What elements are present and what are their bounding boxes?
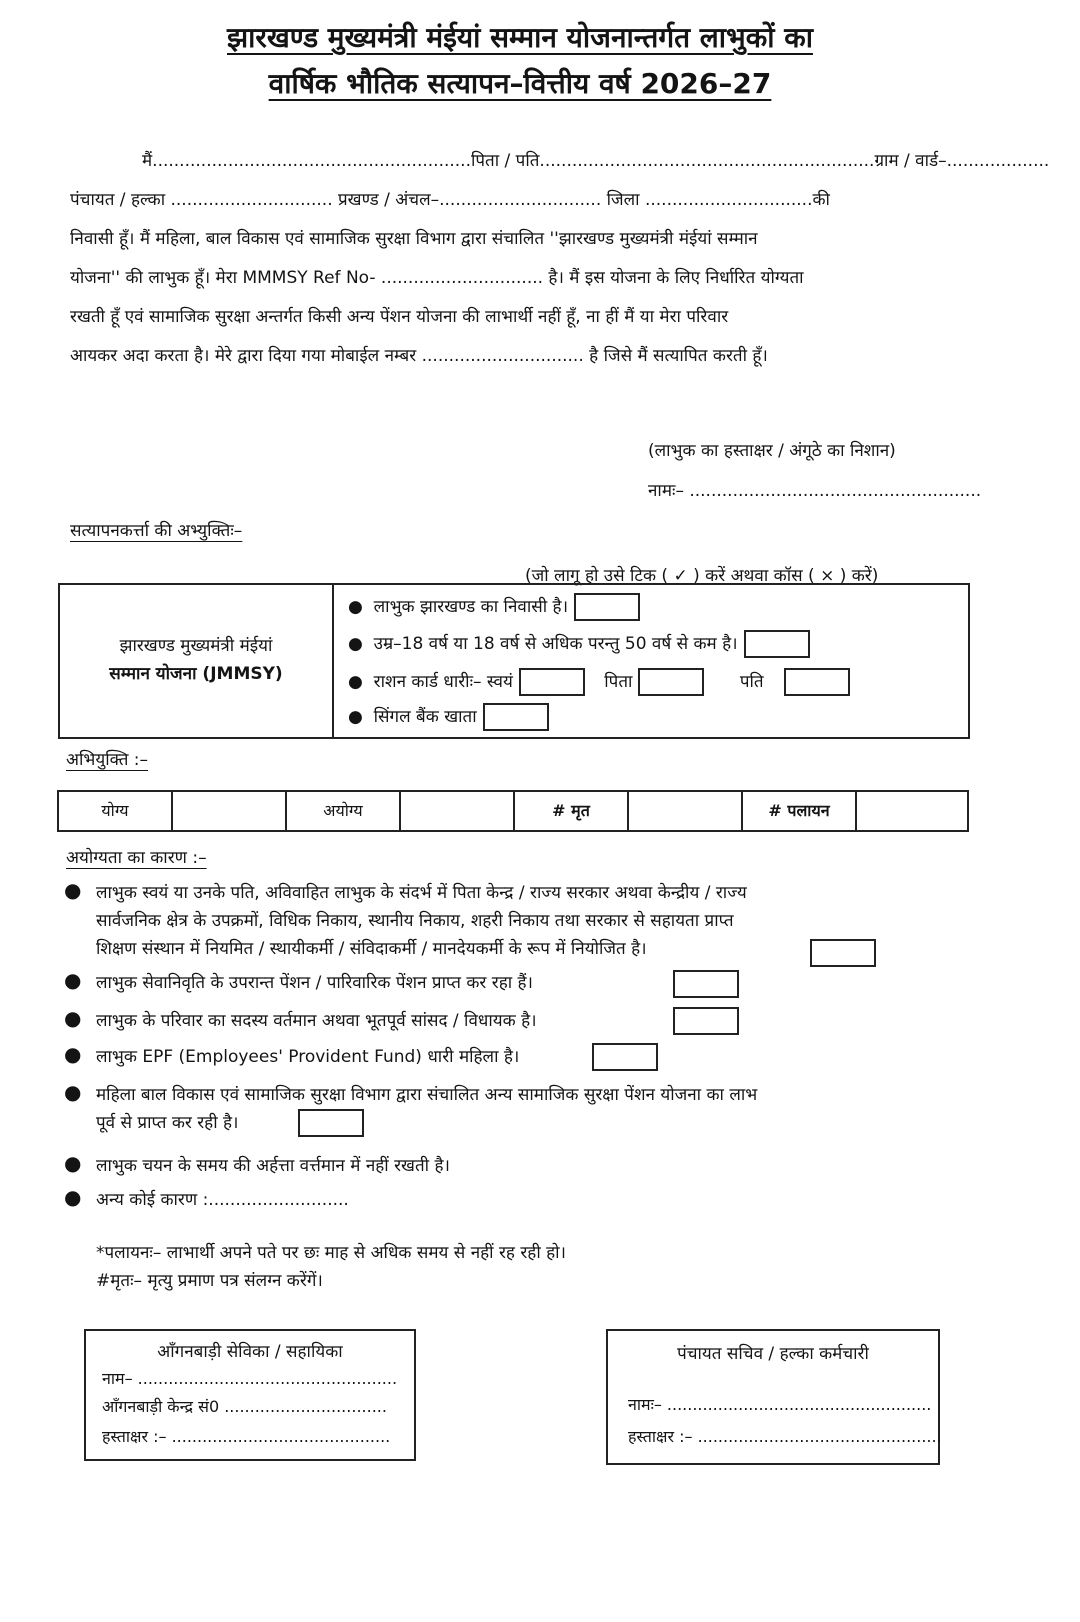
criteria-ration-label: राशन कार्ड धारीः– स्वयं [373,672,513,692]
checkbox-resident[interactable] [574,593,640,621]
tick-instruction: (जो लागू हो उसे टिक ( ✓ ) करें अथवा कॉस ( × ) करें) [525,566,879,586]
scheme-criteria-table [58,583,970,739]
bullet-icon: ● [348,634,374,654]
criteria-age [348,630,810,658]
scheme-name-line1: झारखण्ड मुख्यमंत्री मंईयां [119,636,273,656]
reason-1-line2: सार्वजनिक क्षेत्र के उपक्रमों, विधिक निकाय, स्थानीय निकाय, शहरी निकाय तथा सरकार से सहायता प्राप्त [96,911,734,931]
beneficiary-signature-label: (लाभुक का हस्ताक्षर / अंगूठे का निशान) [648,441,896,461]
panchayat-signature-field[interactable]: हस्ताक्षर :– ................................................ [628,1427,942,1446]
bullet-icon: ● [64,1006,82,1030]
bullet-icon: ● [348,597,374,617]
criteria-resident-label: लाभुक झारखण्ड का निवासी है। [373,597,569,617]
reason-4: लाभुक EPF (Employees' Provident Fund) धारी महिला है। [96,1047,520,1067]
checkbox-reason-1[interactable] [810,939,876,967]
criteria-age-label: उम्र–18 वर्ष या 18 वर्ष से अधिक परन्तु 50 वर्ष से कम है। [373,634,738,654]
form-title-line2: वार्षिक भौतिक सत्यापन–वित्तीय वर्ष 2026–27 [268,67,772,100]
declaration-line-6: आयकर अदा करता है। मेरे द्वारा दिया गया मोबाईल नम्बर .............................. है जिसे मैं सत्यापित करती हूँ। [70,346,768,366]
bullet-icon: ● [64,1151,82,1175]
declaration-line-2: पंचायत / हल्का .............................. प्रखण्ड / अंचल–.............................. जिला ...............................की [70,190,830,210]
remark-ineligible-box[interactable] [401,792,515,830]
checkbox-ration-father[interactable] [638,668,704,696]
checkbox-reason-4[interactable] [592,1043,658,1071]
anganwadi-name-field[interactable]: नाम– ................................................... [102,1369,398,1388]
remark-deceased-box[interactable] [629,792,743,830]
checkbox-ration-husband[interactable] [784,668,850,696]
table-divider [332,585,334,737]
reason-2: लाभुक सेवानिवृति के उपरान्त पेंशन / पारिवारिक पेंशन प्राप्त कर रहा हैं। [96,973,533,993]
bullet-icon: ● [348,672,374,692]
criteria-resident [348,593,640,621]
reason-3: लाभुक के परिवार का सदस्य वर्तमान अथवा भूतपूर्व सांसद / विधायक है। [96,1011,537,1031]
remark-migrated-label: # पलायन [743,792,857,830]
anganwadi-signature-box [84,1329,416,1461]
remark-eligible-box[interactable] [173,792,287,830]
bullet-icon: ● [348,707,374,727]
anganwadi-centre-field[interactable]: आँगनबाड़ी केन्द्र सं0 ................................ [102,1397,387,1416]
remarks-table [57,790,969,832]
bullet-icon: ● [64,968,82,992]
note-death: #मृतः– मृत्यु प्रमाण पत्र संलग्न करेंगें। [96,1271,323,1291]
bullet-icon: ● [64,1185,82,1209]
panchayat-box-title: पंचायत सचिव / हल्का कर्मचारी [677,1344,869,1364]
form-title-line1: झारखण्ड मुख्यमंत्री मंईयां सम्मान योजनान्तर्गत लाभुकों का [227,21,813,54]
criteria-ration-card [348,668,850,696]
bullet-icon: ● [64,878,82,902]
declaration-line-1: मैं...........................................................पिता / पति..............................................................ग्राम / वार्ड–................... [142,151,1050,171]
checkbox-ration-self[interactable] [519,668,585,696]
ineligibility-heading: अयोग्यता का कारण :– [66,848,207,868]
ration-husband-label: पति [739,672,764,692]
remark-deceased-label: # मृत [515,792,629,830]
anganwadi-signature-field[interactable]: हस्ताक्षर :– ........................................... [102,1427,391,1446]
anganwadi-box-title: आँगनबाड़ी सेविका / सहायिका [157,1342,343,1362]
declaration-line-5: रखती हूँ एवं सामाजिक सुरक्षा अन्तर्गत किसी अन्य पेंशन योजना की लाभार्थी नहीं हूँ, ना हीं मैं या मेरा परिवार [70,307,729,327]
beneficiary-name-field[interactable]: नामः– ...................................................... [648,481,982,501]
note-migration: *पलायनः– लाभार्थी अपने पते पर छः माह से अधिक समय से नहीं रह रही हो। [96,1243,567,1263]
panchayat-name-field[interactable]: नामः– .................................................... [628,1395,932,1414]
verifier-remarks-heading: सत्यापनकर्त्ता की अभ्युक्तिः– [70,521,243,541]
bullet-icon: ● [64,1080,82,1104]
remark-eligible-label: योग्य [59,792,173,830]
reason-6: लाभुक चयन के समय की अर्हत्ता वर्त्तमान में नहीं रखती है। [96,1156,450,1176]
remarks-heading: अभियुक्ति :– [66,750,149,770]
scheme-name-line2: सम्मान योजना (JMMSY) [109,664,283,684]
checkbox-reason-5[interactable] [298,1109,364,1137]
ration-father-label: पिता [604,672,633,692]
criteria-bank-label: सिंगल बैंक खाता [373,707,477,727]
reason-1-line1: लाभुक स्वयं या उनके पति, अविवाहित लाभुक के संदर्भ में पिता केन्द्र / राज्य सरकार अथवा केन्द्रीय / राज्य [96,883,747,903]
checkbox-bank-account[interactable] [483,703,549,731]
reason-5-line1: महिला बाल विकास एवं सामाजिक सुरक्षा विभाग द्वारा संचालित अन्य सामाजिक सुरक्षा पेंशन योजना का लाभ [96,1085,758,1105]
checkbox-reason-2[interactable] [673,970,739,998]
declaration-line-4: योजना'' की लाभुक हूँ। मेरा MMMSY Ref No- .............................. है। मैं इस योजना के लिए निर्धारित योग्यता [70,268,804,288]
panchayat-signature-box [606,1329,940,1465]
criteria-bank-account [348,703,549,731]
reason-7-other[interactable]: अन्य कोई कारण :.......................... [96,1190,349,1210]
checkbox-age[interactable] [744,630,810,658]
declaration-line-3: निवासी हूँ। मैं महिला, बाल विकास एवं सामाजिक सुरक्षा विभाग द्वारा संचालित ''झारखण्ड मुख्यमंत्री मंईयां सम्मान [70,229,758,249]
bullet-icon: ● [64,1042,82,1066]
remark-migrated-box[interactable] [857,792,965,830]
reason-1-line3: शिक्षण संस्थान में नियमित / स्थायीकर्मी / संविदाकर्मी / मानदेयकर्मी के रूप में नियोजित है। [96,939,647,959]
checkbox-reason-3[interactable] [673,1007,739,1035]
remark-ineligible-label: अयोग्य [287,792,401,830]
reason-5-line2: पूर्व से प्राप्त कर रही है। [96,1113,239,1133]
